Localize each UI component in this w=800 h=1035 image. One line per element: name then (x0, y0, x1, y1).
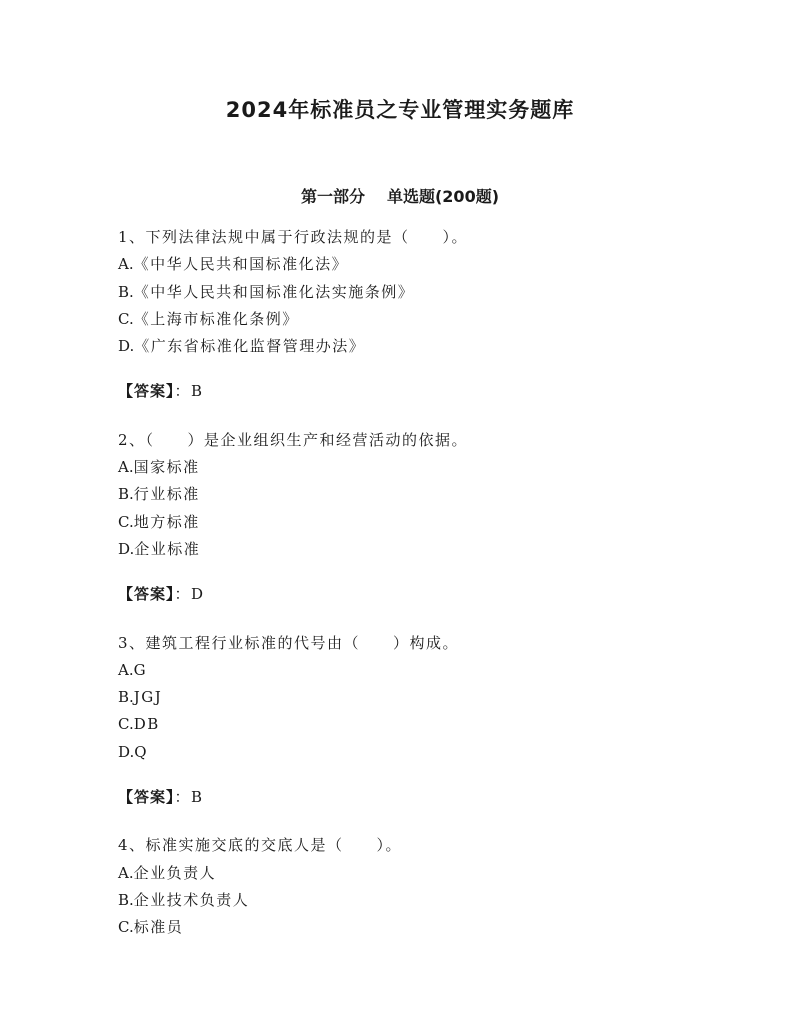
option-letter: C. (118, 309, 134, 328)
answer-line (118, 378, 718, 405)
option-letter: B. (118, 890, 134, 909)
question-stem: 4、标准实施交底的交底人是（ ）。 (118, 836, 403, 855)
option-text: JGJ (133, 688, 163, 707)
option-b (118, 279, 718, 306)
option-letter: A. (118, 458, 134, 477)
option-text: 《中华人民共和国标准化法》 (133, 255, 349, 274)
option-letter: C. (118, 512, 134, 531)
option-text: 地方标准 (133, 512, 200, 531)
option-letter: A. (118, 863, 134, 882)
answer-separator: ： (174, 382, 192, 401)
section-part: 第一部分 (300, 187, 365, 206)
question-1 (118, 224, 718, 406)
answer-line (118, 581, 718, 608)
answer-label: 【答案】 (118, 585, 175, 604)
option-b (118, 887, 718, 914)
option-d (118, 333, 718, 360)
option-letter: A. (118, 660, 134, 679)
question-stem: 2、（ ）是企业组织生产和经营活动的依据。 (118, 430, 469, 449)
option-letter: D. (118, 337, 135, 356)
option-a (118, 657, 718, 684)
question-stem: 1、下列法律法规中属于行政法规的是（ ）。 (118, 228, 469, 246)
option-text: DB (133, 715, 160, 734)
section-heading (0, 184, 800, 207)
option-text: 《中华人民共和国标准化法实施条例》 (133, 282, 415, 301)
answer-label: 【答案】 (118, 382, 175, 401)
answer-separator: ： (174, 788, 192, 807)
answer-value: B (191, 788, 204, 807)
option-letter: B. (118, 688, 134, 707)
answer-line (118, 784, 718, 811)
option-text: 企业技术负责人 (133, 890, 250, 909)
option-d (118, 536, 718, 563)
question-stem: 3、建筑工程行业标准的代号由（ ）构成。 (118, 633, 460, 652)
option-letter: B. (118, 282, 134, 301)
option-text: 《广东省标准化监督管理办法》 (134, 337, 366, 356)
option-text: 企业负责人 (133, 863, 217, 882)
question-4 (118, 832, 718, 941)
answer-value: D (191, 585, 205, 604)
option-letter: D. (118, 539, 135, 558)
question-3 (118, 630, 718, 812)
option-a (118, 454, 718, 481)
option-text: 企业标准 (134, 539, 201, 558)
option-text: 行业标准 (133, 485, 200, 504)
answer-separator: ： (174, 585, 192, 604)
answer-label: 【答案】 (118, 788, 175, 807)
option-letter: B. (118, 485, 134, 504)
section-type: 单选题(200题) (386, 187, 500, 206)
answer-value: B (191, 382, 204, 401)
option-text: G (133, 660, 148, 679)
option-letter: C. (118, 918, 134, 937)
option-letter: C. (118, 715, 134, 734)
option-d (118, 739, 718, 766)
option-text: 标准员 (133, 918, 184, 937)
option-a (118, 860, 718, 887)
option-text: 国家标准 (133, 458, 200, 477)
option-letter: D. (118, 742, 135, 761)
option-b (118, 684, 718, 711)
option-letter: A. (118, 255, 134, 274)
option-a (118, 251, 718, 278)
question-2 (118, 427, 718, 609)
question-list (118, 224, 718, 963)
page-title: 2024年标准员之专业管理实务题库 (225, 98, 575, 122)
option-c (118, 711, 718, 738)
option-b (118, 481, 718, 508)
option-text: 《上海市标准化条例》 (133, 309, 299, 328)
option-c (118, 306, 718, 333)
option-c (118, 509, 718, 536)
option-c (118, 914, 718, 941)
option-text: Q (134, 742, 149, 761)
